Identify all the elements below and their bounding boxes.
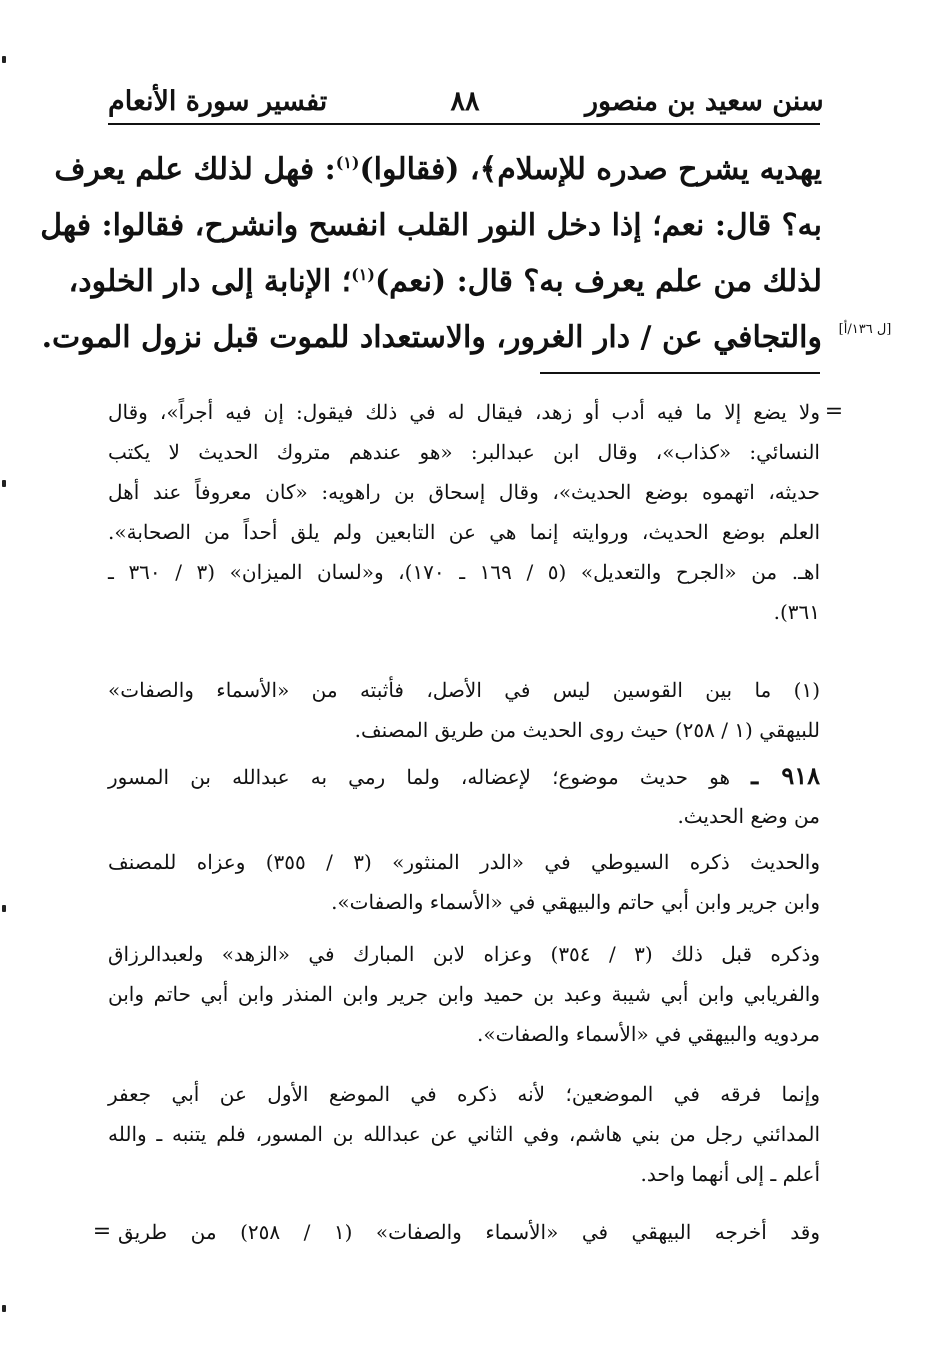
- footnote-separator: [540, 372, 820, 374]
- footnote-ref: (١): [351, 265, 375, 284]
- book-title: سنن سعيد بن منصور: [585, 86, 824, 117]
- footnote-line: وذكره قبل ذلك (٣ / ٣٥٤) وعزاه لابن المبارك في «الزهد» ولعبدالرزاق: [108, 942, 821, 966]
- footnote-line: وابن جرير وابن أبي حاتم والبيهقي في «الأسماء والصفات».: [331, 890, 820, 914]
- main-text: [40, 142, 822, 366]
- note-paragraph: [108, 934, 820, 1054]
- continuation-mark: =: [824, 399, 844, 424]
- footnote-line: وإنما فرقه في الموضعين؛ لأنه ذكره في الموضع الأول عن أبي جعفر: [108, 1082, 820, 1106]
- footnote-line: المدائني رجل من بني هاشم، وفي الثاني عن عبدالله بن المسور، فلم يتنبه ـ والله: [108, 1122, 820, 1146]
- note-paragraph: [108, 1074, 820, 1194]
- note-paragraph: [118, 1212, 820, 1252]
- scan-speck: [2, 56, 6, 63]
- footnote-line: اهـ. من «الجرح والتعديل» (٥ / ١٦٩ ـ ١٧٠)، و«لسان الميزان» (٣ / ٣٦٠ ـ: [108, 560, 821, 584]
- chapter-title: تفسير سورة الأنعام: [108, 86, 328, 117]
- main-line: به؟ قال: نعم؛ إذا دخل النور القلب انفسح وانشرح، فقالوا: فهل: [40, 208, 822, 243]
- main-line: لذلك من علم يعرف به؟ قال: (نعم)$^{(١)}$؛ الإنابة إلى دار الخلود،: [68, 264, 822, 299]
- hadith-note: [108, 756, 820, 836]
- header-rule: [108, 123, 820, 125]
- footnote-continuation: [108, 392, 820, 632]
- manuscript-folio-ref: [ل ١٣٦/أ]: [838, 322, 892, 337]
- continuation-mark-end: =: [92, 1219, 112, 1244]
- footnote-line: النسائي: «كذاب»، وقال ابن عبدالبر: «هو عندهم متروك الحديث لا يكتب: [108, 440, 820, 464]
- footnote-line: للبيهقي (١ / ٢٥٨) حيث روى الحديث من طريق المصنف.: [354, 718, 820, 742]
- footnote-line: أعلم ـ إلى أنهما واحد.: [640, 1162, 820, 1186]
- scan-speck: [2, 1305, 6, 1312]
- footnote-line: وقد أخرجه البيهقي في «الأسماء والصفات» (١ / ٢٥٨) من طريق: [118, 1220, 821, 1244]
- footnote-1: [108, 670, 820, 750]
- footnote-line: ٣٦١).: [773, 600, 820, 624]
- footnote-line: ولا يضع إلا ما فيه أدب أو زهد، فيقال له في ذلك فيقول: إن فيه أجراً»، وقال: [108, 400, 820, 424]
- footnote-line: العلم بوضع الحديث، وروايته إنما هي عن التابعين ولم يلق أحداً من الصحابة».: [108, 520, 820, 544]
- scan-speck: [2, 905, 6, 912]
- footnote-line: (١) ما بين القوسين ليس في الأصل، فأثبته من «الأسماء والصفات»: [108, 678, 820, 702]
- main-line: يهديه يشرح صدره للإسلام﴾، (فقالوا)$^{(١)}$: فهل لذلك علم يعرف: [54, 152, 822, 187]
- page-number: ٨٨: [450, 86, 480, 117]
- footnote-line: من وضع الحديث.: [677, 804, 820, 828]
- footnote-line: مردويه والبيهقي في «الأسماء والصفات».: [477, 1022, 820, 1046]
- hadith-number: ٩١٨ ـ: [751, 761, 820, 790]
- footnote-line: والحديث ذكره السيوطي في «الدر المنثور» (٣ / ٣٥٥) وعزاه للمصنف: [108, 850, 821, 874]
- footnote-line: ٩١٨ ـ هو حديث موضوع؛ لإعضاله، ولما رمي به عبدالله بن المسور: [108, 761, 820, 790]
- footnote-ref: (١): [335, 153, 360, 172]
- footnote-line: والفريابي وابن أبي شيبة وعبد بن حميد وابن جرير وابن المنذر وابن أبي حاتم وابن: [108, 982, 820, 1006]
- scan-speck: [2, 480, 6, 487]
- note-paragraph: [108, 842, 820, 922]
- main-line: والتجافي عن / دار الغرور، والاستعداد للموت قبل نزول الموت.: [41, 320, 822, 355]
- footnote-line: حديثه، اتهموه بوضع الحديث»، وقال إسحاق بن راهويه: «كان معروفاً عند أهل: [108, 480, 820, 504]
